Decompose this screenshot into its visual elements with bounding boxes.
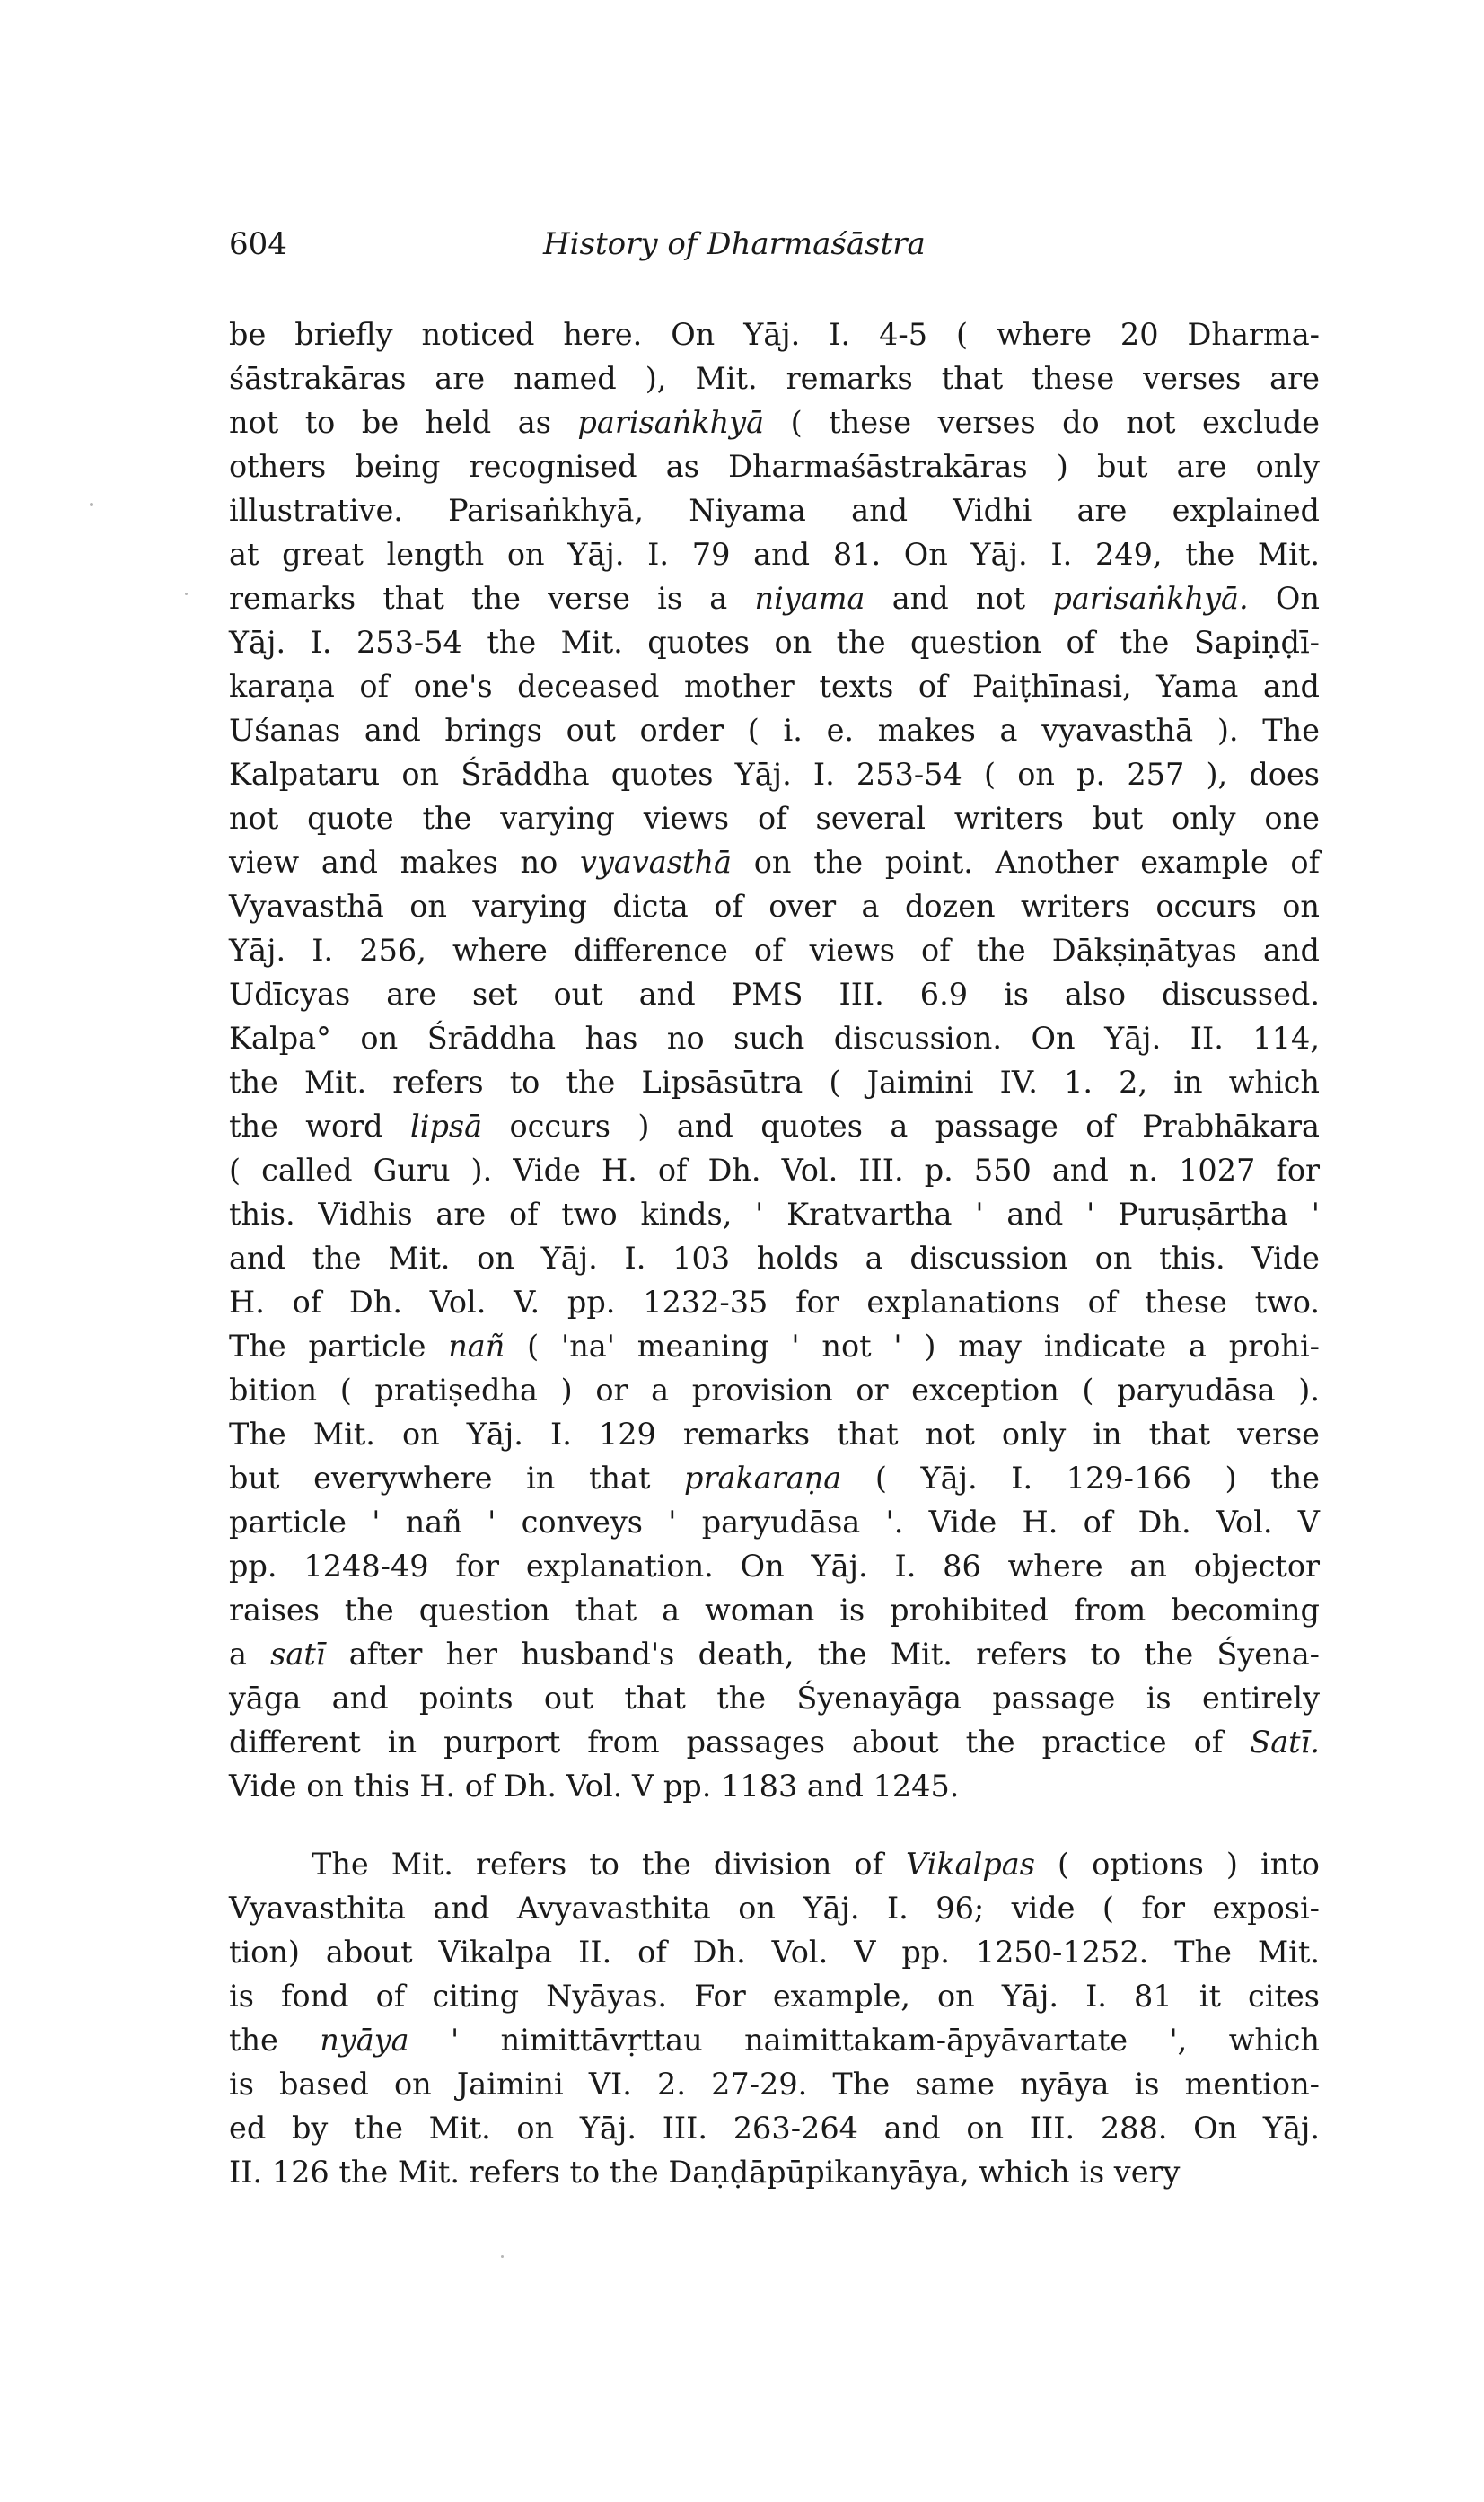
text-line (229, 2150, 1320, 2194)
text-segment: bition ( pratiṣedha ) or a provision or exception ( paryudāsa ). (229, 1373, 1320, 1408)
text-line (229, 1500, 1320, 1544)
italic-term: niyama (754, 581, 865, 616)
text-line (229, 312, 1320, 356)
text-line (229, 1104, 1320, 1148)
text-segment: ( options ) into (1034, 1847, 1320, 1882)
text-segment: raises the question that a woman is prohibited from becoming (229, 1593, 1320, 1628)
scan-speck (90, 503, 93, 506)
italic-term: Vikalpas (906, 1847, 1035, 1882)
text-segment: Kalpa° on Śrāddha has no such discussion. On Yāj. II. 114, (229, 1021, 1320, 1056)
page-header (229, 226, 1315, 271)
text-line (229, 620, 1320, 664)
text-line (229, 1930, 1320, 1974)
text-segment: and not (865, 581, 1053, 616)
text-segment: ( Yāj. I. 129-166 ) the (841, 1461, 1320, 1496)
text-line (229, 444, 1320, 488)
italic-term: lipsā (410, 1109, 483, 1144)
text-segment: Yāj. I. 256, where difference of views of the Dākṣiṇātyas and (229, 933, 1320, 968)
text-segment: and the Mit. on Yāj. I. 103 holds a discussion on this. Vide (229, 1241, 1320, 1276)
text-segment: is fond of citing Nyāyas. For example, on Yāj. I. 81 it cites (229, 1979, 1320, 2014)
text-segment: Vyavasthā on varying dicta of over a dozen writers occurs on (229, 889, 1320, 924)
text-line (229, 1632, 1320, 1676)
text-segment: pp. 1248-49 for explanation. On Yāj. I. 86 where an objector (229, 1549, 1320, 1584)
text-segment: after her husband's death, the Mit. refers to the Śyena- (325, 1637, 1320, 1672)
text-line (229, 532, 1320, 576)
text-line (229, 928, 1320, 972)
italic-term: vyavasthā (580, 845, 732, 880)
text-segment: ( 'na' meaning ' not ' ) may indicate a prohi- (505, 1329, 1320, 1364)
body-text (229, 312, 1320, 2194)
text-line (229, 796, 1320, 840)
text-segment: tion) about Vikalpa II. of Dh. Vol. V pp. 1250-1252. The Mit. (229, 1935, 1320, 1970)
text-segment: H. of Dh. Vol. V. pp. 1232-35 for explanations of these two. (229, 1285, 1320, 1320)
text-segment: Vyavasthita and Avyavasthita on Yāj. I. 96; vide ( for exposi- (229, 1891, 1320, 1926)
text-segment: Yāj. I. 253-54 the Mit. quotes on the question of the Sapiṇḍī- (229, 625, 1320, 660)
text-segment: karaṇa of one's deceased mother texts of Paiṭhīnasi, Yama and (229, 669, 1320, 704)
text-segment: Udīcyas are set out and PMS III. 6.9 is also discussed. (229, 977, 1320, 1012)
text-segment: ed by the Mit. on Yāj. III. 263-264 and on III. 288. On Yāj. (229, 2111, 1320, 2146)
text-segment: remarks that the verse is a (229, 581, 755, 616)
text-line (229, 1192, 1320, 1236)
italic-term: parisaṅkhyā. (1052, 581, 1249, 616)
text-line (229, 1842, 1320, 1886)
text-segment: particle ' nañ ' conveys ' paryudāsa '. Vide H. of Dh. Vol. V (229, 1505, 1320, 1540)
text-segment: Uśanas and brings out order ( i. e. makes a vyavasthā ). The (229, 713, 1320, 748)
text-segment: view and makes no (229, 845, 581, 880)
text-segment: The particle (229, 1329, 449, 1364)
text-line (229, 1764, 1320, 1808)
text-line (229, 1324, 1320, 1368)
text-segment: this. Vidhis are of two kinds, ' Kratvartha ' and ' Puruṣārtha ' (229, 1197, 1320, 1232)
text-segment: śāstrakāras are named ), Mit. remarks that these verses are (229, 361, 1320, 396)
text-line (229, 488, 1320, 532)
text-segment: others being recognised as Dharmaśāstrakāras ) but are only (229, 449, 1320, 484)
text-segment: not quote the varying views of several writers but only one (229, 801, 1320, 836)
text-line (229, 884, 1320, 928)
text-line (229, 1368, 1320, 1412)
text-segment: ( these verses do not exclude (764, 405, 1320, 440)
text-line (229, 840, 1320, 884)
text-line (229, 664, 1320, 708)
text-segment: but everywhere in that (229, 1461, 685, 1496)
text-line (229, 1148, 1320, 1192)
text-segment: yāga and points out that the Śyenayāga passage is entirely (229, 1681, 1320, 1716)
text-segment: II. 126 the Mit. refers to the Daṇḍāpūpikanyāya, which is very (229, 2155, 1181, 2190)
paragraph (229, 312, 1320, 1808)
text-line (229, 1588, 1320, 1632)
text-segment: is based on Jaimini VI. 2. 27-29. The same nyāya is mention- (229, 2067, 1320, 2102)
text-segment: at great length on Yāj. I. 79 and 81. On Yāj. I. 249, the Mit. (229, 537, 1320, 572)
text-line (229, 400, 1320, 444)
running-title: History of Dharmaśāstra (543, 226, 926, 262)
text-line (229, 356, 1320, 400)
text-segment: ( called Guru ). Vide H. of Dh. Vol. III. p. 550 and n. 1027 for (229, 1153, 1320, 1188)
text-segment: Kalpataru on Śrāddha quotes Yāj. I. 253-54 ( on p. 257 ), does (229, 757, 1320, 792)
text-line (229, 1280, 1320, 1324)
italic-term: nyāya (320, 2023, 409, 2058)
text-line (229, 2106, 1320, 2150)
text-line (229, 1236, 1320, 1280)
text-line (229, 576, 1320, 620)
page-number: 604 (229, 226, 287, 262)
paragraph-gap (229, 1808, 1320, 1842)
text-line (229, 1016, 1320, 1060)
text-segment: On (1248, 581, 1320, 616)
text-line (229, 1720, 1320, 1764)
text-line (229, 1412, 1320, 1456)
text-segment: occurs ) and quotes a passage of Prabhākara (482, 1109, 1320, 1144)
italic-term: parisaṅkhyā (577, 405, 765, 440)
text-segment: a (229, 1637, 271, 1672)
text-segment: ' nimittāvṛttau naimittakam-āpyāvartate ', which (408, 2023, 1320, 2058)
text-segment: different in purport from passages about the practice of (229, 1725, 1251, 1760)
scan-speck (185, 593, 188, 595)
italic-term: prakaraṇa (684, 1461, 842, 1496)
italic-term: Satī. (1250, 1725, 1320, 1760)
text-segment: the Mit. refers to the Lipsāsūtra ( Jaimini IV. 1. 2, in which (229, 1065, 1320, 1100)
text-segment: illustrative. Parisaṅkhyā, Niyama and Vidhi are explained (229, 493, 1320, 528)
text-line (229, 972, 1320, 1016)
text-line (229, 2062, 1320, 2106)
text-segment: not to be held as (229, 405, 578, 440)
text-line (229, 1886, 1320, 1930)
text-segment: Vide on this H. of Dh. Vol. V pp. 1183 and 1245. (229, 1769, 960, 1804)
text-line (229, 752, 1320, 796)
text-line (229, 708, 1320, 752)
text-segment: the word (229, 1109, 411, 1144)
text-line (229, 1544, 1320, 1588)
text-line (229, 1974, 1320, 2018)
scan-speck (501, 2255, 504, 2258)
text-line (229, 1676, 1320, 1720)
italic-term: nañ (448, 1329, 505, 1364)
text-line (229, 1456, 1320, 1500)
text-segment: the (229, 2023, 321, 2058)
text-segment: be briefly noticed here. On Yāj. I. 4-5 ( where 20 Dharma- (229, 317, 1320, 352)
text-line (229, 1060, 1320, 1104)
text-segment: The Mit. on Yāj. I. 129 remarks that not only in that verse (229, 1417, 1320, 1452)
paragraph (229, 1842, 1320, 2194)
text-segment: The Mit. refers to the division of (312, 1847, 907, 1882)
italic-term: satī (270, 1637, 326, 1672)
text-line (229, 2018, 1320, 2062)
text-segment: on the point. Another example of (731, 845, 1320, 880)
